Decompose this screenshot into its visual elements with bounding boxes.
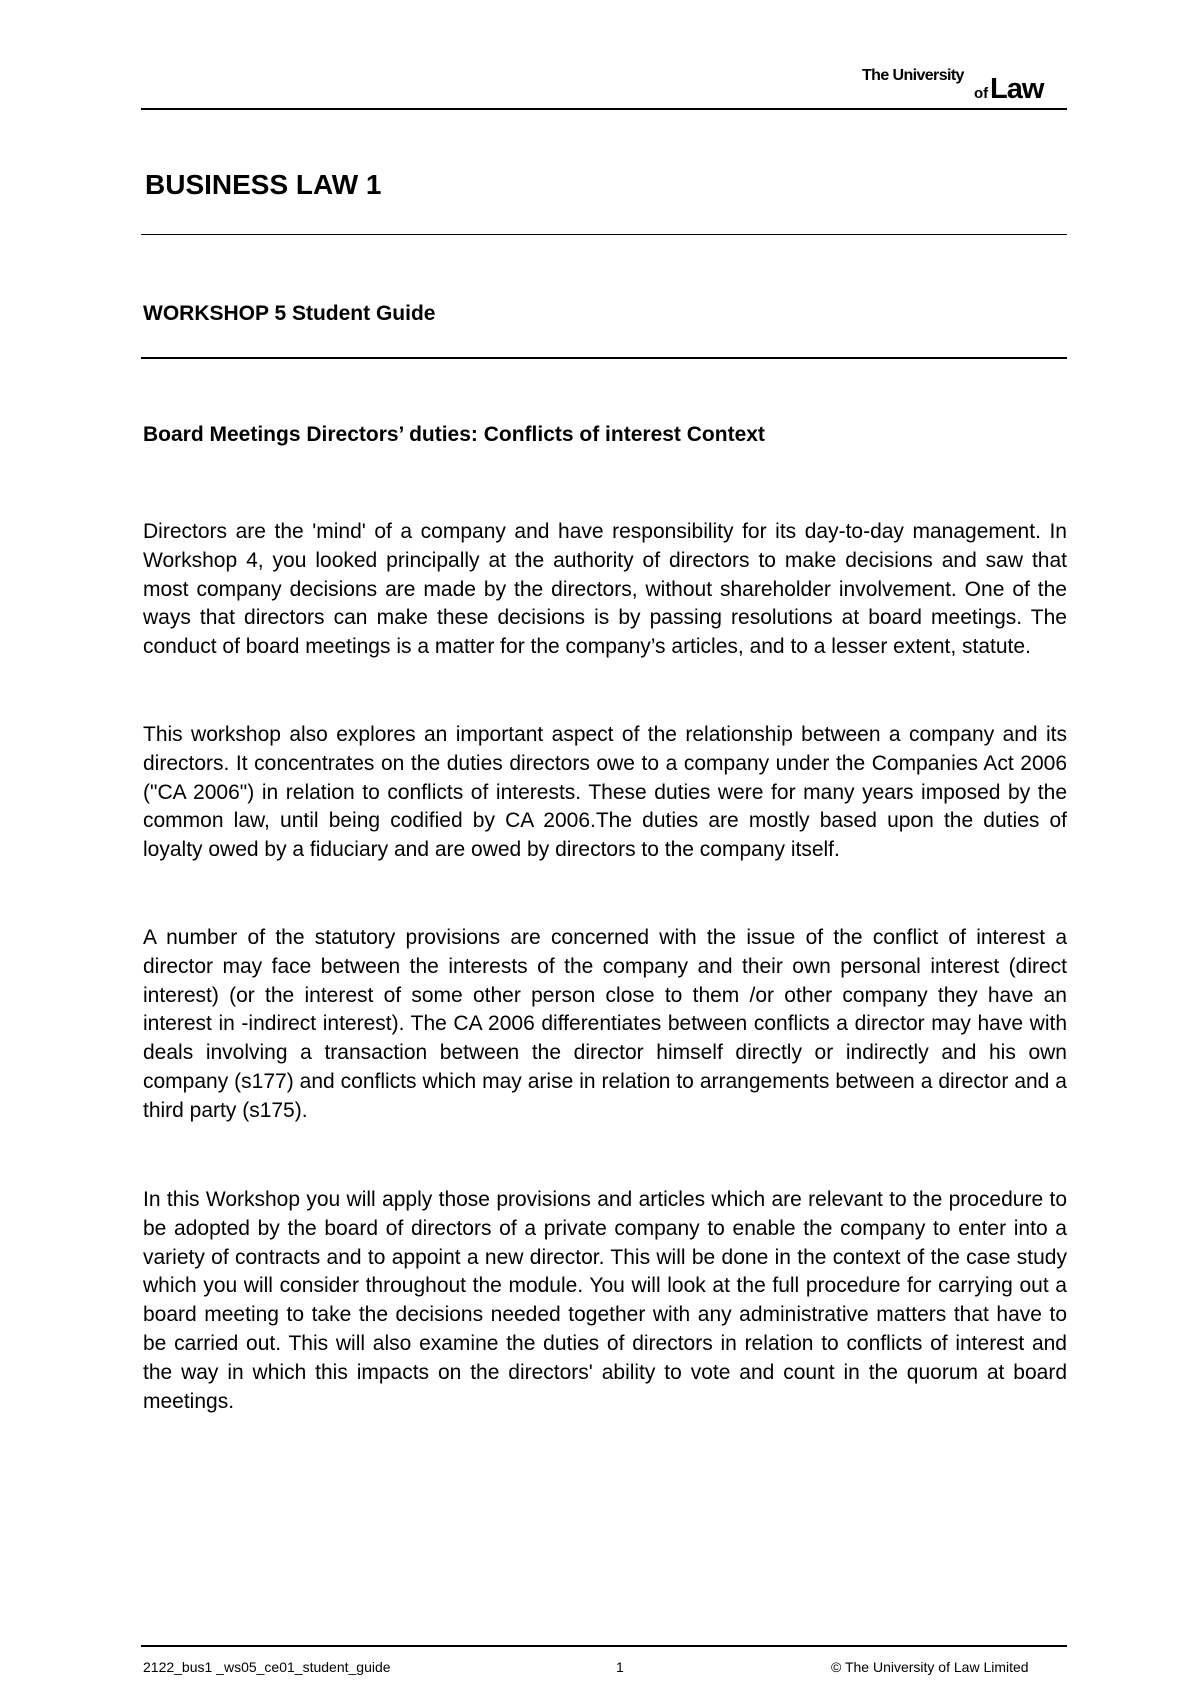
- logo-law-text: Law: [990, 73, 1044, 100]
- paragraph-1: Directors are the 'mind' of a company and have responsibility for its day-to-day management. In Workshop 4, you looked principally at the authority of directors to make decisions and saw that most company decisions are made by the directors, without shareholder involvement. One of the ways that directors can make these decisions is by passing resolutions at board meetings. The conduct of board meetings is a matter for the company’s articles, and to a lesser extent, statute.: [143, 520, 1067, 659]
- footer-page-number: 1: [616, 1659, 624, 1675]
- section-heading: Board Meetings Directors’ duties: Conflicts of interest Context: [143, 423, 765, 446]
- subtitle-divider: [141, 357, 1067, 359]
- logo-of-text: of: [974, 85, 989, 100]
- header-divider: [141, 108, 1067, 110]
- title-divider: [141, 234, 1067, 235]
- paragraph-4: In this Workshop you will apply those provisions and articles which are relevant to the procedure to be adopted by the board of directors of a private company to enable the company to enter into a variety of contracts and to appoint a new director. This will be done in the context of the case study which you will consider throughout the module. You will look at the full procedure for carrying out a board meeting to take the decisions needed together with any administrative matters that have to be carried out. This will also examine the duties of directors in relation to conflicts of interest and the way in which this impacts on the directors' ability to vote and count in the quorum at board meetings.: [143, 1188, 1067, 1413]
- university-of-law-logo: [862, 66, 1068, 100]
- footer-divider: [141, 1645, 1067, 1647]
- document-title: BUSINESS LAW 1: [145, 169, 382, 200]
- paragraph-2: This workshop also explores an important aspect of the relationship between a company and its directors. It concentrates on the duties directors owe to a company under the Companies Act 2006 ("CA 2006") in relation to conflicts of interests. These duties were for many years imposed by the common law, until being codified by CA 2006.The duties are mostly based upon the duties of loyalty owed by a fiduciary and are owed by directors to the company itself.: [143, 723, 1067, 862]
- footer-document-code: 2122_bus1 _ws05_ce01_student_guide: [143, 1659, 391, 1675]
- logo-university-text: The University: [862, 67, 964, 84]
- paragraph-3: A number of the statutory provisions are concerned with the issue of the conflict of interest a director may face between the interests of the company and their own personal interest (direct interest) (or the interest of some other person close to them /or other company they have an interest in -indirect interest). The CA 2006 differentiates between conflicts a director may have with deals involving a transaction between the director himself directly or indirectly and his own company (s177) and conflicts which may arise in relation to arrangements between a director and a third party (s175).: [143, 926, 1067, 1122]
- footer-copyright: © The University of Law Limited: [831, 1659, 1029, 1675]
- document-subtitle: WORKSHOP 5 Student Guide: [143, 302, 436, 325]
